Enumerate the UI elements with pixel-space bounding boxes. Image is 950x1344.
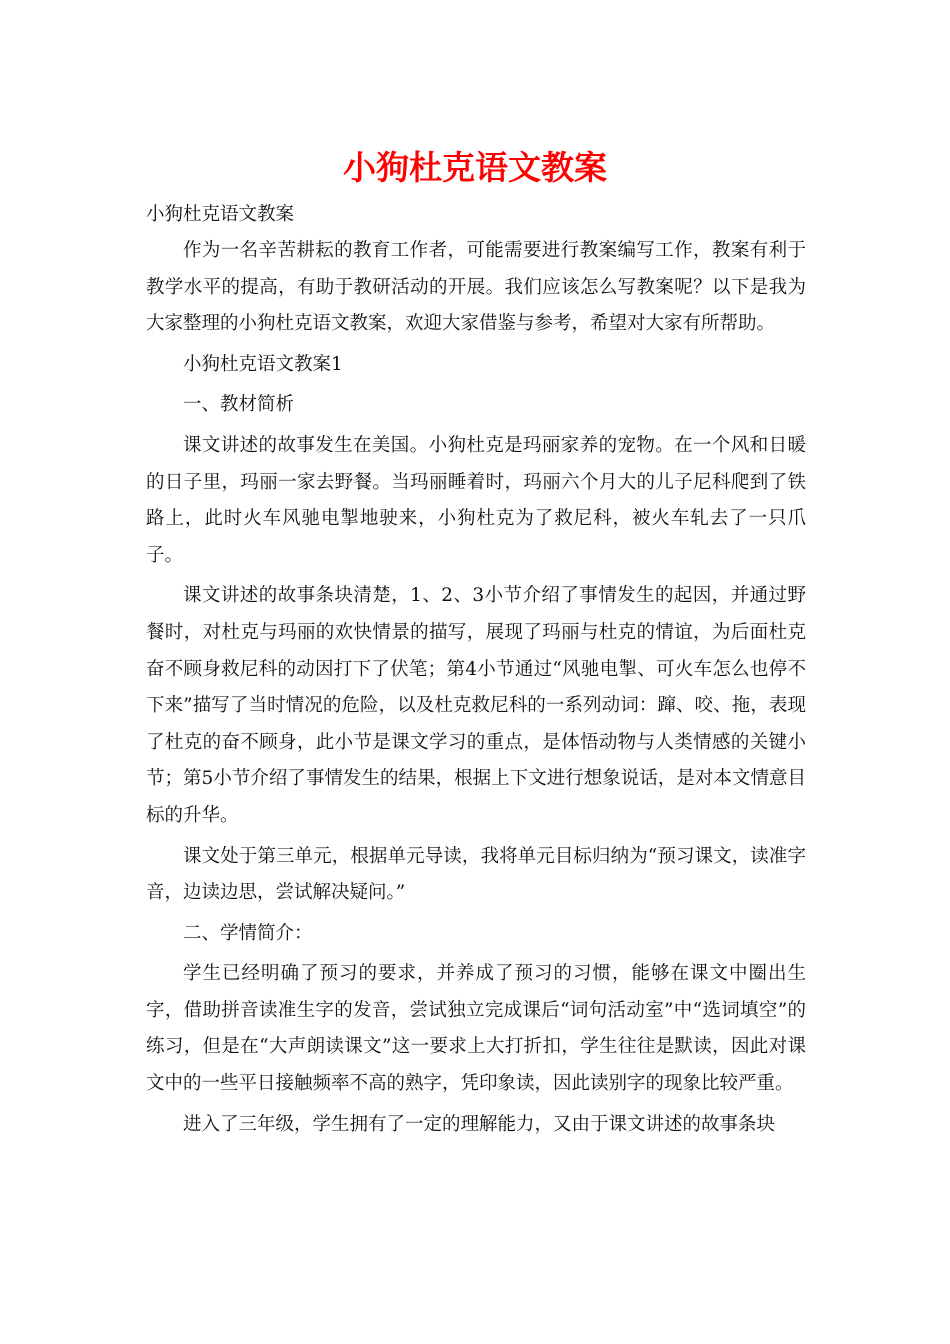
paragraph-story-structure: 课文讲述的故事条块清楚，1、2、3小节介绍了事情发生的起因，并通过野餐时，对杜克与玛丽的欢快情景的描写，展现了玛丽与杜克的情谊，为后面杜克奋不顾身救尼科的动因打下了伏笔；第4小节通过“风驰电掣、可火车怎么也停不下来”描写了当时情况的危险，以及杜克救尼科的一系列动词：蹿、咬、拖，表现了杜克的奋不顾身，此小节是课文学习的重点，是体悟动物与人类情感的关键小节；第5小节介绍了事情发生的结果，根据上下文进行想象说话，是对本文情意目标的升华。 bbox=[146, 585, 806, 826]
document-subtitle: 小狗杜克语文教案 bbox=[146, 204, 295, 225]
paragraph-student-preview: 学生已经明确了预习的要求，并养成了预习的习惯，能够在课文中圈出生字，借助拼音读准生字的发音，尝试独立完成课后“词句活动室”中“选词填空”的练习，但是在“大声朗读课文”这一要求上大打折扣，学生往往是默读，因此对课文中的一些平日接触频率不高的熟字，凭印象读，因此读别字的现象比较严重。 bbox=[146, 963, 806, 1095]
paragraph-student-ability: 进入了三年级，学生拥有了一定的理解能力，又由于课文讲述的故事条块 bbox=[183, 1113, 776, 1135]
section-heading-student-analysis: 二、学情简介： bbox=[183, 922, 313, 944]
document-title: 小狗杜克语文教案 bbox=[343, 148, 607, 187]
paragraph-intro: 作为一名辛苦耕耘的教育工作者，可能需要进行教案编写工作，教案有利于教学水平的提高，有助于教研活动的开展。我们应该怎么写教案呢？以下是我为大家整理的小狗杜克语文教案，欢迎大家借鉴与参考，希望对大家有所帮助。 bbox=[146, 240, 806, 335]
paragraph-unit-goal: 课文处于第三单元，根据单元导读，我将单元目标归纳为“预习课文，读准字音，边读边思，尝试解决疑问。” bbox=[146, 845, 806, 904]
document-body bbox=[146, 197, 806, 1143]
paragraph-story-summary: 课文讲述的故事发生在美国。小狗杜克是玛丽家养的宠物。在一个风和日暖的日子里，玛丽一家去野餐。当玛丽睡着时，玛丽六个月大的儿子尼科爬到了铁路上，此时火车风驰电掣地驶来，小狗杜克为了救尼科，被火车轧去了一只爪子。 bbox=[146, 434, 806, 566]
section-heading-lesson-1: 小狗杜克语文教案1 bbox=[183, 353, 343, 375]
section-heading-textbook-analysis: 一、教材简析 bbox=[183, 394, 295, 416]
